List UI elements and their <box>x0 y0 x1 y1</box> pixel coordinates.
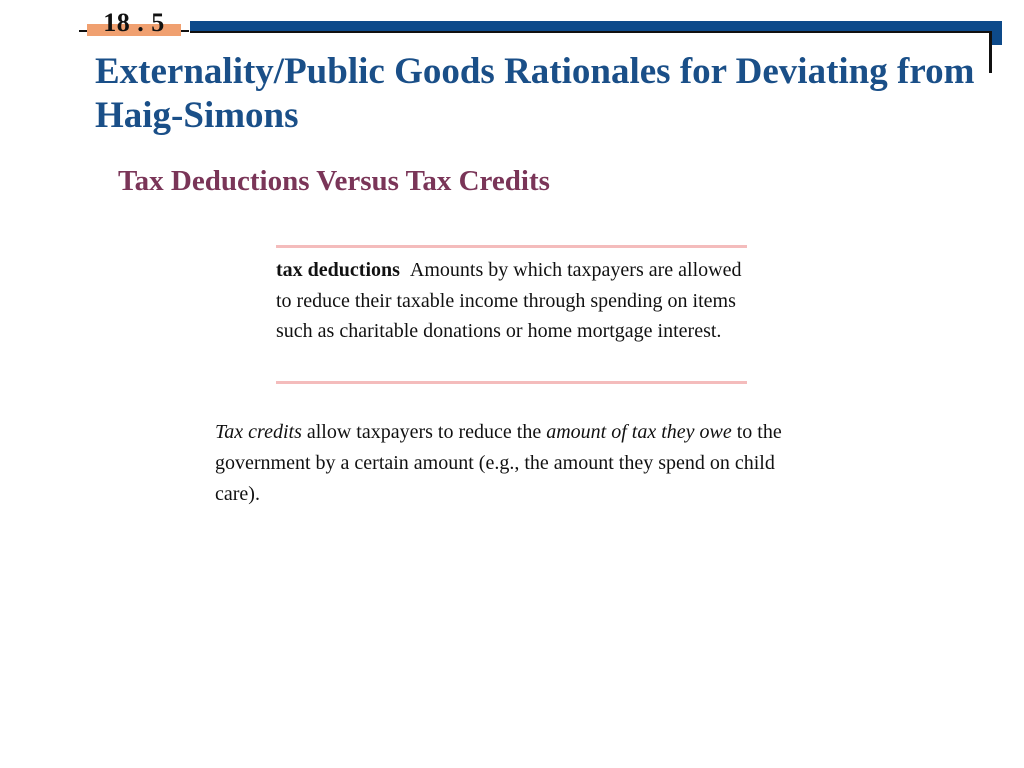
definition-text: Amounts by which taxpayers are allowed to reduce their taxable income through spending on items such as charitable donations or home mortgage interest. <box>276 259 742 342</box>
header-bar <box>190 21 1002 31</box>
definition-rule-top <box>276 245 747 248</box>
definition-rule-bottom <box>276 381 747 384</box>
header-rule <box>190 31 991 33</box>
header-rule-corner <box>989 31 992 73</box>
slide-subtitle: Tax Deductions Versus Tax Credits <box>118 165 550 197</box>
slide-title: Externality/Public Goods Rationales for Deviating from Haig-Simons <box>95 51 975 136</box>
definition-term: tax deductions <box>276 259 400 281</box>
body-text-segment: to the government by a certain amount (e.g., the amount they spend on child care). <box>215 421 782 505</box>
body-paragraph <box>215 417 815 510</box>
section-dash-right <box>181 30 189 32</box>
body-emphasis-amount: amount of tax they owe <box>546 421 732 443</box>
header-bar-corner <box>992 21 1002 45</box>
section-number: 18 . 5 <box>103 8 165 37</box>
definition-box <box>276 255 756 347</box>
body-text-segment: allow taxpayers to reduce the <box>301 421 547 443</box>
section-dash-left <box>79 30 87 32</box>
body-emphasis-tax-credits: Tax credits <box>215 421 302 443</box>
